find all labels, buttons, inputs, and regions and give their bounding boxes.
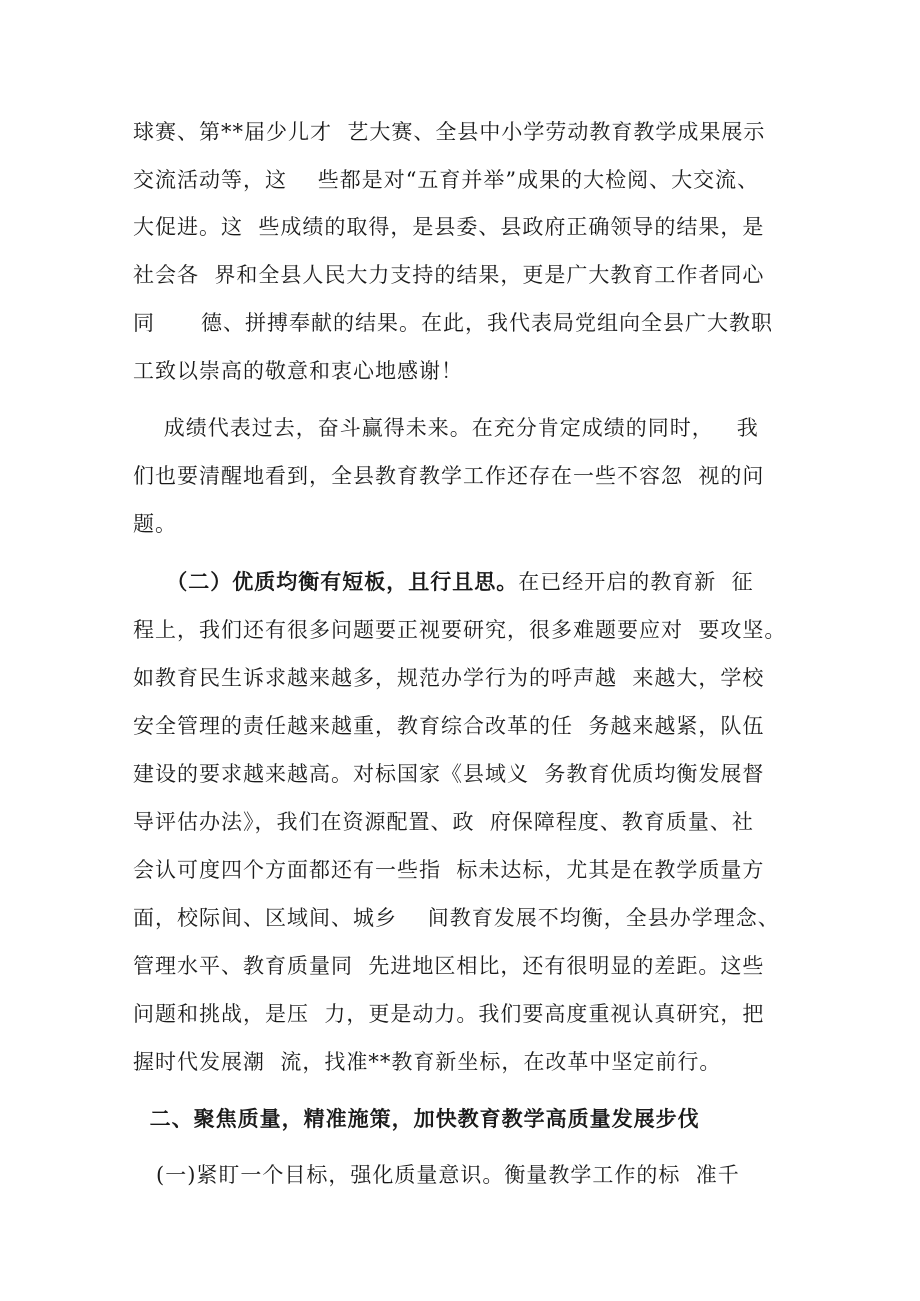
paragraph-line: 会认可度四个方面都还有一些指 标未达标，尤其是在教学质量方 bbox=[133, 858, 765, 882]
paragraph-line: 球赛、第**届少儿才 艺大赛、全县中小学劳动教育教学成果展示 bbox=[133, 120, 766, 144]
paragraph-line: 安全管理的责任越来越重，教育综合改革的任 务越来越紧，队伍 bbox=[133, 714, 765, 738]
paragraph-line: 程上，我们还有很多问题要正视要研究，很多难题要应对 要攻坚。 bbox=[133, 618, 787, 642]
paragraph-line: 工致以崇高的敬意和衷心地感谢！ bbox=[133, 359, 463, 383]
paragraph-line: 管理水平、教育质量同 先进地区相比，还有很明显的差距。这些 bbox=[133, 954, 765, 978]
paragraph-line: 们也要清醒地看到，全县教育教学工作还存在一些不容忽 视的问 bbox=[133, 464, 765, 488]
paragraph-line: (一)紧盯一个目标，强化质量意识。衡量教学工作的标 准千 bbox=[133, 1163, 740, 1187]
section-heading-continuation: 在已经开启的教育新 征 bbox=[518, 570, 754, 594]
paragraph-line: 社会各 界和全县人民大力支持的结果，更是广大教育工作者同心 bbox=[133, 263, 765, 287]
section-heading: （二）优质均衡有短板，且行且思。 bbox=[133, 569, 519, 594]
paragraph-line: 成绩代表过去，奋斗赢得未来。在充分肯定成绩的同时， 我 bbox=[133, 416, 759, 440]
paragraph-line: 问题和挑战，是压 力，更是动力。我们要高度重视认真研究，把 bbox=[133, 1002, 765, 1026]
paragraph-line: 握时代发展潮 流，找准**教育新坐标，在改革中坚定前行。 bbox=[133, 1050, 722, 1074]
paragraph-line: 如教育民生诉求越来越多，规范办学行为的呼声越 来越大，学校 bbox=[133, 666, 765, 690]
part-heading: 二、聚焦质量，精准施策，加快教育教学高质量发展步伐 bbox=[133, 1106, 700, 1131]
paragraph-line: 交流活动等，这 些都是对“五育并举”成果的大检阅、大交流、 bbox=[133, 168, 760, 192]
paragraph-line: 建设的要求越来越高。对标国家《县域义 务教育优质均衡发展督 bbox=[133, 762, 765, 786]
paragraph-line: 题。 bbox=[133, 512, 177, 536]
paragraph-line: 大促进。这 些成绩的取得，是县委、县政府正确领导的结果，是 bbox=[133, 215, 765, 239]
paragraph-line: 同 德、拼搏奉献的结果。在此，我代表局党组向全县广大教职 bbox=[133, 311, 774, 335]
paragraph-line: 导评估办法》，我们在资源配置、政 府保障程度、教育质量、社 bbox=[133, 810, 754, 834]
paragraph-line: 面，校际间、区域间、城乡 间教育发展不均衡，全县办学理念、 bbox=[133, 906, 780, 930]
section-heading-line bbox=[133, 567, 813, 597]
